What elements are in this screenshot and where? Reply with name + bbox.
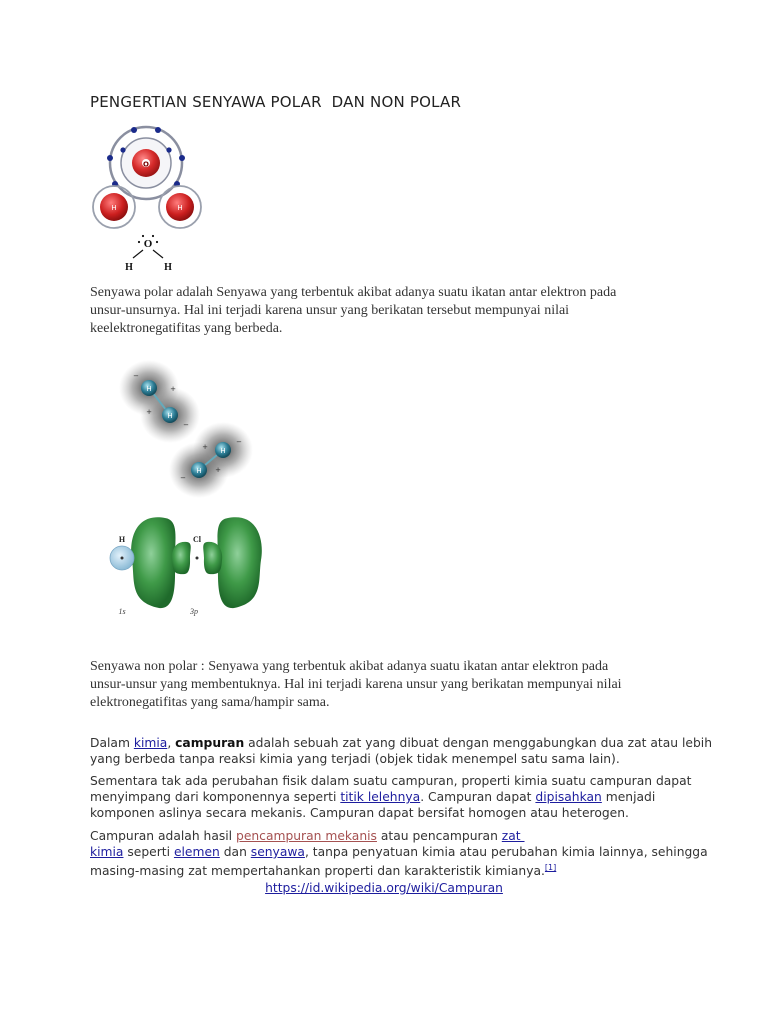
svg-text:3p: 3p <box>190 607 198 616</box>
svg-text:O: O <box>143 238 153 250</box>
svg-text:−: − <box>183 421 189 429</box>
svg-text:H: H <box>164 262 172 273</box>
oxygen-label: O <box>143 160 149 169</box>
campuran-paragraph-1: Dalam kimia, campuran adalah sebuah zat yang dibuat dengan menggabungkan dua zat atau lebih yang berbeda tanpa reaksi kimia yang terjadi (objek tidak menempel satu sama lain). <box>90 736 712 766</box>
footnote-link[interactable]: [1] <box>544 863 557 872</box>
hydrogen-molecules-figure <box>115 358 265 508</box>
campuran-paragraph-3: Campuran adalah hasil pencampuran mekanis atau pencampuran zat kimia seperti elemen dan senyawa, tanpa penyatuan kimia atau perubahan kimia lainnya, sehingga masing-masing zat mempertahankan properti dan karakteristik kimianya.[1] <box>90 829 708 879</box>
link-dipisahkan[interactable]: dipisahkan <box>535 790 602 804</box>
svg-text:1s: 1s <box>118 607 126 616</box>
link-titik-lelehnya[interactable]: titik lelehnya <box>340 790 421 804</box>
hydrogen-left-label: H <box>111 204 117 212</box>
svg-text:H: H <box>118 535 126 544</box>
svg-text:H: H <box>146 385 152 393</box>
svg-text:+: + <box>146 408 152 416</box>
term-campuran: campuran <box>175 736 245 750</box>
campuran-paragraph-2: Sementara tak ada perubahan fisik dalam suatu campuran, properti kimia suatu campuran dapat menyimpang dari komponennya seperti titik lelehnya. Campuran dapat dipisahkan menjadi komponen aslinya secara mekanis. Campuran dapat bersifat homogen atau heterogen. <box>90 774 692 820</box>
hcl-orbital-figure <box>105 510 270 625</box>
svg-text:+: + <box>215 466 221 474</box>
nonpolar-definition: Senyawa non polar : Senyawa yang terbentuk akibat adanya suatu ikatan antar elektron pada unsur-unsur yang membentuknya. Hal ini terjadi karena unsur yang berikatan mempunyai nilai elektronegatifitas yang sama/hampir sama. <box>90 659 622 710</box>
svg-text:+: + <box>202 443 208 451</box>
page-title: PENGERTIAN SENYAWA POLAR DAN NON POLAR <box>90 93 462 111</box>
link-kimia[interactable]: kimia <box>133 736 168 750</box>
svg-text:Cl: Cl <box>193 535 201 544</box>
link-kimia-2[interactable]: kimia <box>90 845 124 859</box>
link-senyawa[interactable]: senyawa <box>250 845 305 859</box>
svg-text:H: H <box>196 467 202 475</box>
source-url-link[interactable]: https://id.wikipedia.org/wiki/Campuran <box>265 881 503 895</box>
link-zat[interactable]: zat <box>501 829 525 843</box>
link-elemen[interactable]: elemen <box>173 845 220 859</box>
polar-definition: Senyawa polar adalah Senyawa yang terbentuk akibat adanya suatu ikatan antar elektron pada unsur-unsurnya. Hal ini terjadi karena unsur yang berikatan tersebut mempunyai nilai keelektronegatifitas yang berbeda. <box>90 285 617 336</box>
lewis-structure <box>125 235 172 273</box>
svg-text:+: + <box>170 385 176 393</box>
svg-text:−: − <box>180 474 186 482</box>
svg-text:H: H <box>220 447 226 455</box>
hydrogen-right-label: H <box>177 204 183 212</box>
link-pencampuran-mekanis[interactable]: pencampuran mekanis <box>236 829 377 843</box>
svg-text:−: − <box>133 372 139 380</box>
water-molecule-figure <box>88 118 218 278</box>
svg-text:−: − <box>236 438 242 446</box>
svg-text:H: H <box>167 412 173 420</box>
source-url-row <box>0 881 768 895</box>
svg-text:H: H <box>125 262 133 273</box>
